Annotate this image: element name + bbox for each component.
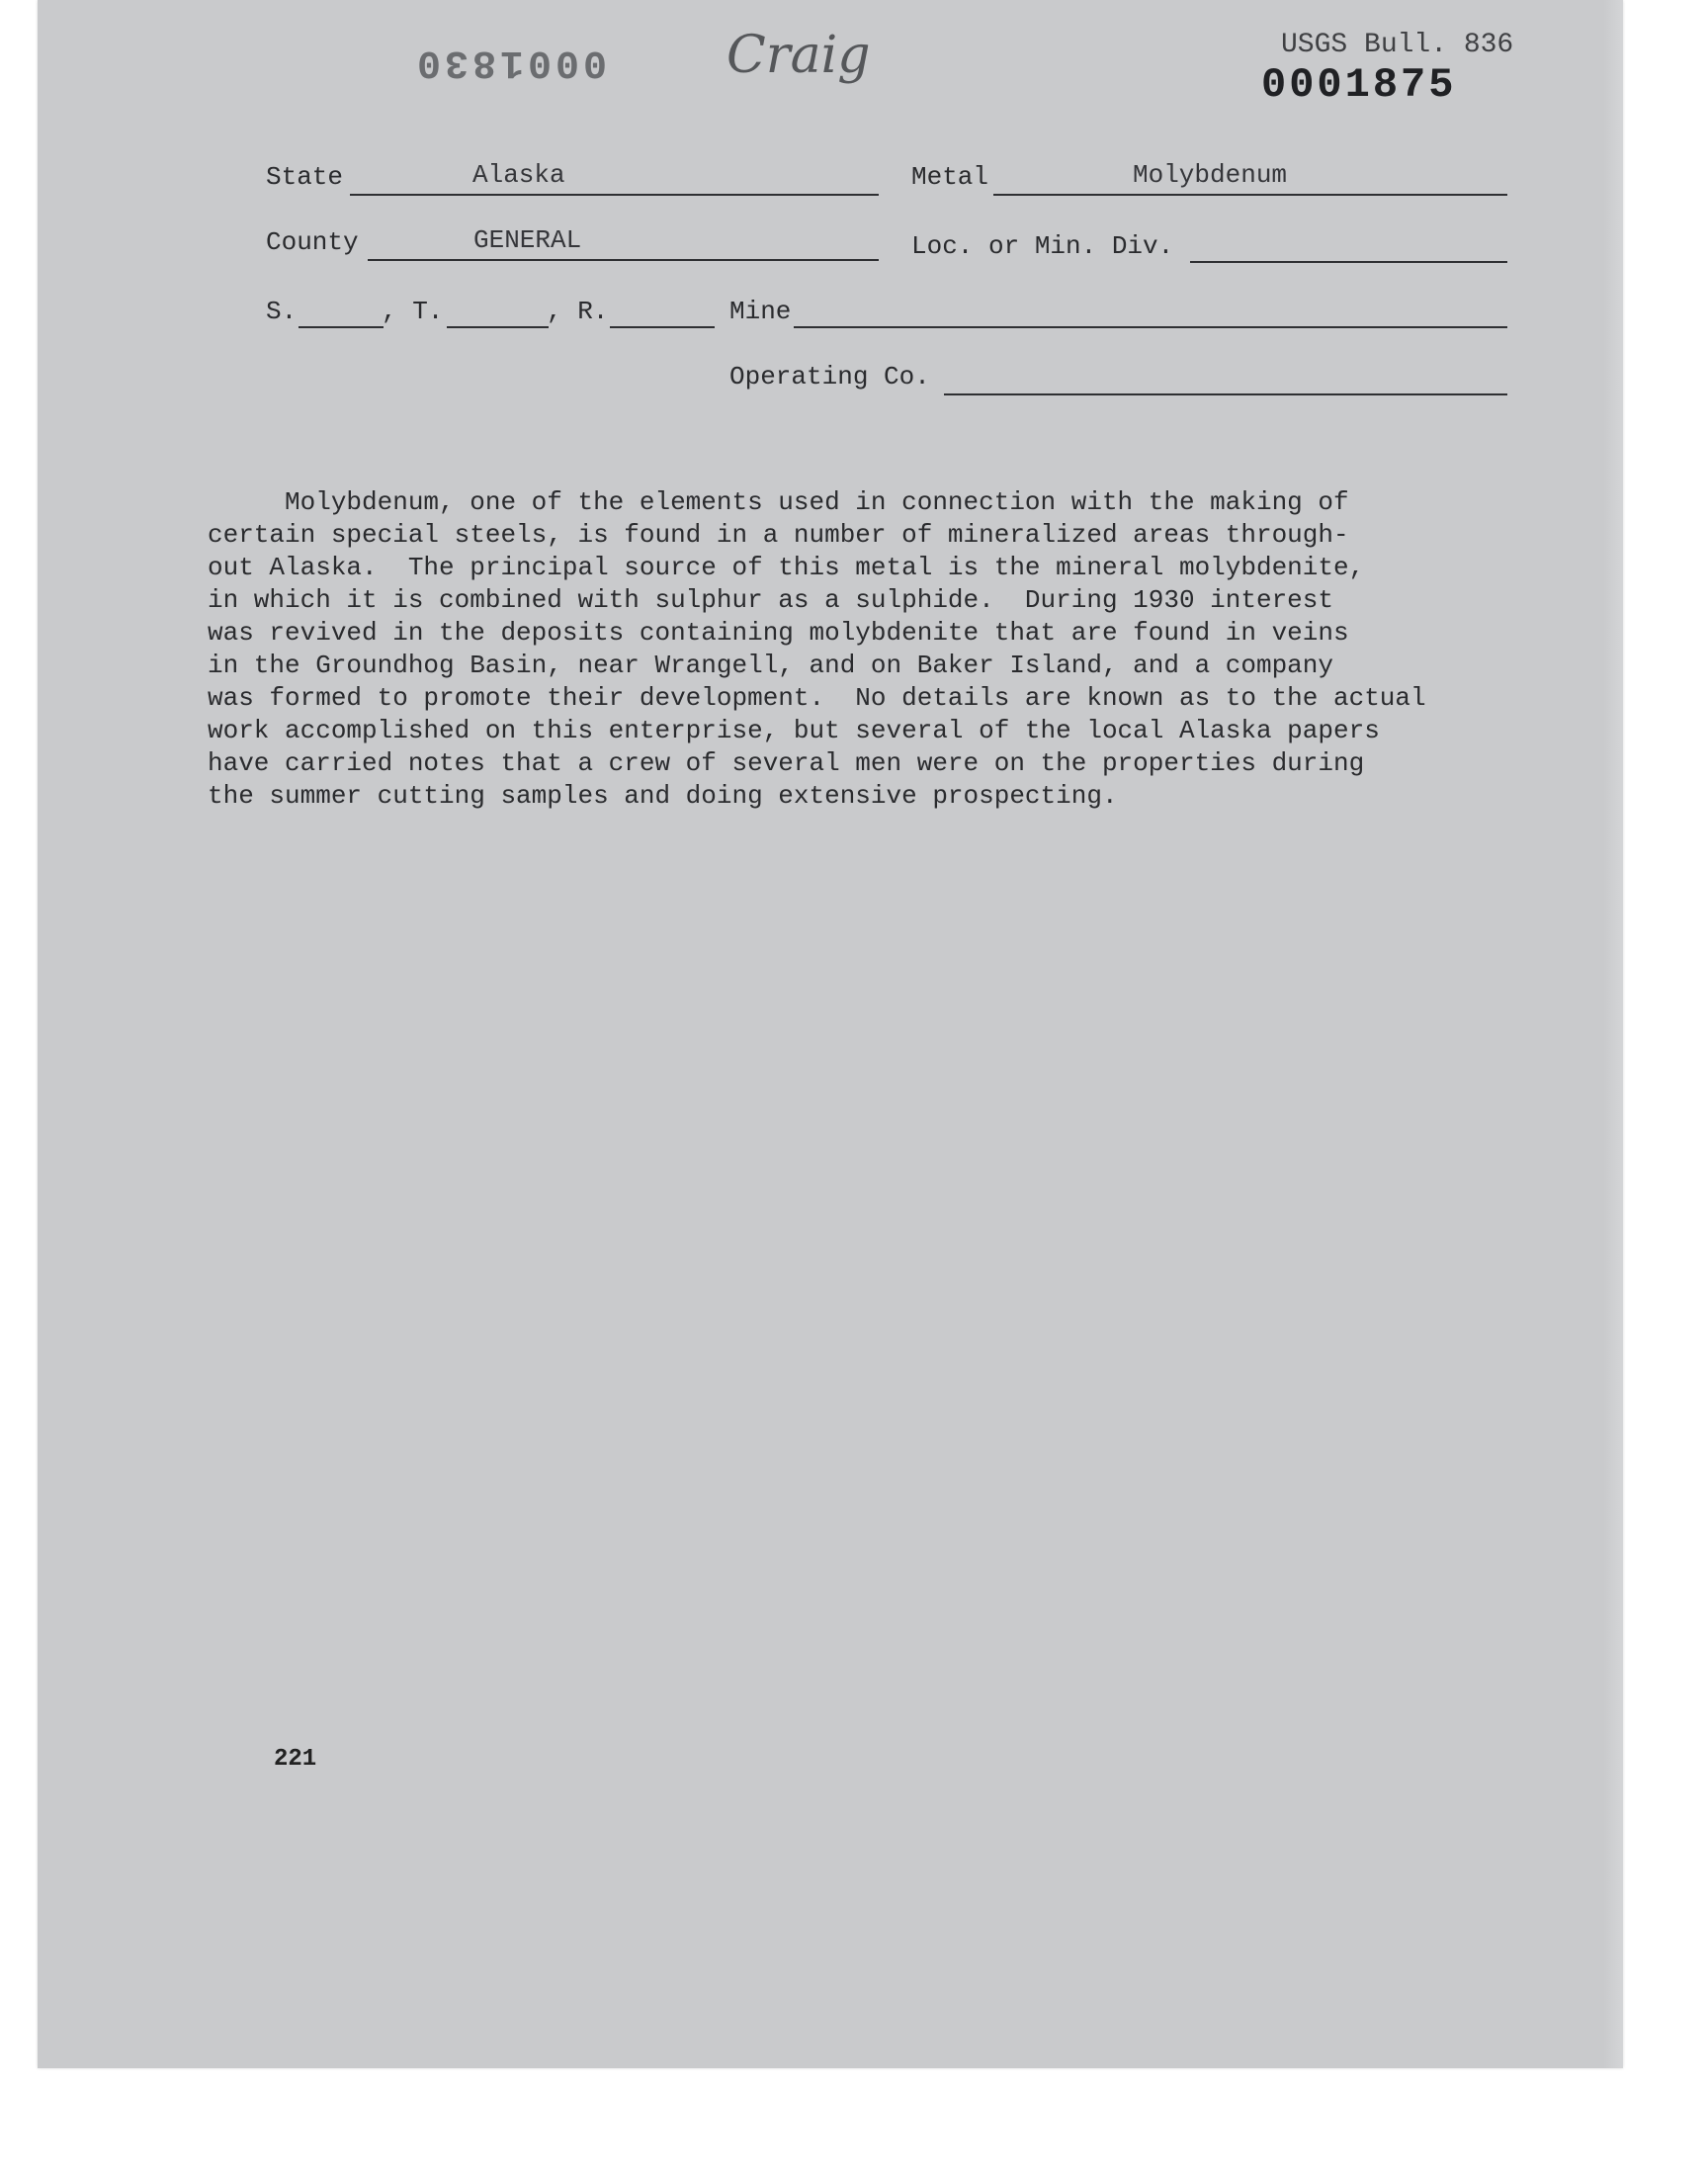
body-line: in the Groundhog Basin, near Wrangell, and on Baker Island, and a company — [208, 651, 1333, 680]
loc-min-div-line — [1190, 261, 1507, 263]
operating-company-line — [944, 393, 1507, 395]
range-label: , R. — [547, 297, 609, 326]
body-line: have carried notes that a crew of several men were on the properties during — [208, 748, 1365, 778]
page-number: 221 — [274, 1746, 317, 1773]
body-line: out Alaska. The principal source of this metal is the mineral molybdenite, — [208, 553, 1365, 582]
metal-value: Molybdenum — [1133, 160, 1288, 190]
body-line: work accomplished on this enterprise, but several of the local Alaska papers — [208, 716, 1380, 745]
state-label: State — [266, 162, 344, 192]
section-line — [299, 326, 384, 328]
body-line: was revived in the deposits containing molybdenite that are found in veins — [208, 618, 1349, 648]
loc-min-div-label: Loc. or Min. Div. — [911, 231, 1174, 261]
body-line: in which it is combined with sulphur as a sulphide. During 1930 interest — [208, 585, 1333, 615]
body-line: was formed to promote their development. No details are known as to the actual — [208, 683, 1426, 713]
body-paragraph — [208, 486, 1522, 813]
state-value: Alaska — [472, 160, 565, 190]
county-line — [368, 259, 879, 261]
county-label: County — [266, 227, 359, 257]
metal-label: Metal — [911, 162, 989, 192]
county-value: GENERAL — [473, 225, 582, 255]
metal-line — [993, 194, 1507, 196]
section-label: S. — [266, 297, 298, 326]
township-label: , T. — [382, 297, 444, 326]
handwritten-note: Craig — [726, 26, 871, 85]
operating-company-label: Operating Co. — [729, 362, 930, 392]
township-line — [447, 326, 549, 328]
bulletin-reference: USGS Bull. 836 — [1281, 30, 1514, 60]
mine-line — [794, 326, 1507, 328]
state-line — [350, 194, 879, 196]
body-line: certain special steels, is found in a number of mineralized areas through- — [208, 520, 1349, 550]
stamped-record-number: 0001875 — [1261, 61, 1457, 109]
range-line — [610, 326, 715, 328]
mine-label: Mine — [729, 297, 792, 326]
rotated-document-id: 0001830 — [413, 40, 608, 84]
body-line: the summer cutting samples and doing extensive prospecting. — [208, 781, 1118, 811]
body-line: Molybdenum, one of the elements used in connection with the making of — [208, 487, 1349, 517]
